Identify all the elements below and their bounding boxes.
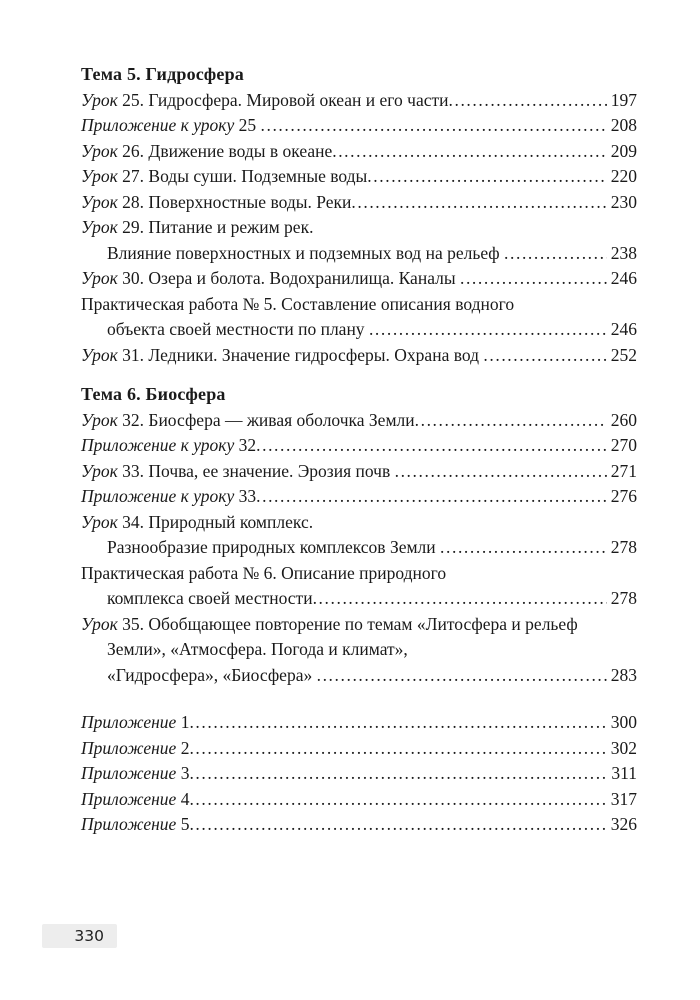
entry-page-number: 302	[610, 737, 637, 758]
dot-leader	[395, 459, 607, 485]
dot-leader	[189, 710, 607, 736]
toc-entry-line	[81, 113, 637, 139]
dot-leader	[369, 317, 607, 343]
dot-leader	[440, 535, 607, 561]
toc-entry-line	[81, 787, 637, 813]
entry-page-number: 197	[610, 89, 637, 110]
entry-text: Урок 29. Питание и режим рек.	[81, 217, 314, 237]
toc-entry	[81, 433, 637, 459]
dot-leader	[256, 433, 607, 459]
toc-entry-line	[81, 561, 637, 587]
toc-section	[81, 382, 637, 688]
entry-page-number: 208	[610, 115, 637, 135]
toc-entry	[81, 812, 637, 838]
page-number: 330	[74, 927, 104, 945]
entry-page-number: 238	[610, 242, 637, 263]
entry-text: Земли», «Атмосфера. Погода и климат»,	[107, 639, 408, 659]
dot-leader	[483, 343, 607, 369]
toc-entry-line	[81, 736, 637, 762]
toc-entry-line	[81, 459, 637, 485]
toc-entry	[81, 408, 637, 434]
toc-entry	[81, 215, 637, 266]
entry-text: Приложение 4	[81, 788, 190, 809]
entry-text: Урок 34. Природный комплекс.	[81, 511, 314, 532]
toc-entry	[81, 484, 637, 510]
dot-leader	[261, 113, 608, 139]
toc-entry	[81, 88, 637, 114]
entry-page-number: 278	[610, 537, 637, 557]
entry-page-number: 220	[610, 166, 637, 186]
toc-entry	[81, 459, 637, 485]
entry-text: Практическая работа № 5. Составление описания водного	[81, 293, 515, 314]
entry-text: Урок 30. Озера и болота. Водохранилища. Каналы	[81, 268, 460, 288]
dot-leader	[367, 164, 607, 190]
entry-text: Приложение 5	[81, 814, 190, 834]
entry-text: Урок 27. Воды суши. Подземные воды	[81, 166, 368, 186]
toc-entry-line	[81, 241, 637, 267]
entry-text: Разнообразие природных комплексов Земли	[107, 537, 441, 557]
dot-leader	[415, 408, 607, 434]
toc-entry	[81, 343, 637, 369]
dot-leader	[256, 484, 607, 510]
entry-text: комплекса своей местности	[107, 588, 313, 608]
dot-leader	[460, 266, 607, 292]
entry-page-number: 283	[610, 664, 637, 685]
entry-page-number: 230	[610, 191, 637, 212]
entry-text: «Гидросфера», «Биосфера»	[107, 664, 317, 685]
toc-entry-line	[81, 812, 637, 838]
entry-page-number: 260	[610, 409, 637, 430]
toc-section	[81, 710, 637, 838]
toc-entry-line	[81, 190, 637, 216]
entry-page-number: 278	[610, 588, 637, 608]
toc-entry	[81, 510, 637, 561]
entry-text: Влияние поверхностных и подземных вод на рельеф	[107, 242, 505, 263]
toc-entry-line	[81, 164, 637, 190]
toc-entry-line	[81, 266, 637, 292]
entry-page-number: 326	[610, 814, 637, 834]
entry-text: Практическая работа № 6. Описание природного	[81, 562, 447, 583]
entry-text: Приложение 1	[81, 712, 190, 732]
entry-page-number: 300	[610, 712, 637, 732]
toc-entry	[81, 266, 637, 292]
toc-entry-line	[81, 408, 637, 434]
toc-entry	[81, 164, 637, 190]
toc-entry-line	[81, 317, 637, 343]
entry-text: Урок 33. Почва, ее значение. Эрозия почв	[81, 460, 395, 481]
entry-page-number: 311	[611, 763, 637, 783]
toc-section	[81, 62, 637, 368]
entry-text: объекта своей местности по плану	[107, 319, 369, 339]
entry-page-number: 252	[610, 344, 637, 365]
toc-entry	[81, 561, 637, 612]
toc-entry-line	[81, 535, 637, 561]
toc-entry-line	[81, 637, 637, 663]
dot-leader	[332, 139, 607, 165]
entry-page-number: 317	[610, 788, 637, 809]
toc-entry-line	[81, 612, 637, 638]
dot-leader	[189, 787, 607, 813]
entry-text: Приложение к уроку 32	[81, 435, 257, 455]
toc-entry	[81, 190, 637, 216]
dot-leader	[189, 812, 607, 838]
toc-entry	[81, 612, 637, 689]
entry-text: Приложение к уроку 25	[81, 115, 261, 135]
dot-leader	[504, 241, 607, 267]
toc-entry	[81, 710, 637, 736]
entry-text: Урок 31. Ледники. Значение гидросферы. Охрана вод	[81, 344, 484, 365]
toc-entry	[81, 139, 637, 165]
toc-entry-line	[81, 510, 637, 536]
dot-leader	[317, 663, 607, 689]
toc-entry-line	[81, 586, 637, 612]
entry-text: Приложение к уроку 33	[81, 486, 257, 506]
entry-page-number: 270	[610, 435, 637, 455]
toc-entry	[81, 787, 637, 813]
dot-leader	[449, 88, 608, 114]
toc-entry-line	[81, 484, 637, 510]
entry-text: Урок 35. Обобщающее повторение по темам «Литосфера и рельеф	[81, 613, 578, 634]
entry-text: Приложение 3	[81, 763, 190, 783]
entry-text: Урок 32. Биосфера — живая оболочка Земли	[81, 409, 415, 430]
entry-page-number: 276	[610, 486, 637, 506]
page-number-badge	[42, 924, 117, 948]
entry-page-number: 246	[610, 268, 637, 288]
entry-text: Урок 28. Поверхностные воды. Реки	[81, 191, 352, 212]
toc-entry	[81, 292, 637, 343]
entry-page-number: 209	[610, 140, 637, 161]
toc-entry-line	[81, 292, 637, 318]
toc-entry-line	[81, 761, 637, 787]
toc-entry-line	[81, 433, 637, 459]
toc-entry-line	[81, 663, 637, 689]
toc-entry-line	[81, 343, 637, 369]
dot-leader	[189, 736, 607, 762]
entry-text: Урок 26. Движение воды в океане	[81, 140, 333, 161]
dot-leader	[313, 586, 607, 612]
toc-entry-line	[81, 710, 637, 736]
toc-entry-line	[81, 88, 637, 114]
toc-entry	[81, 736, 637, 762]
entry-page-number: 271	[610, 460, 637, 481]
toc-entry-line	[81, 215, 637, 241]
toc-entry	[81, 761, 637, 787]
entry-text: Приложение 2	[81, 737, 190, 758]
entry-page-number: 246	[610, 319, 637, 339]
section-heading: Тема 5. Гидросфера	[81, 64, 245, 84]
toc-entry-line	[81, 139, 637, 165]
dot-leader	[351, 190, 607, 216]
toc-entry	[81, 113, 637, 139]
entry-text: Урок 25. Гидросфера. Мировой океан и его части	[81, 89, 449, 110]
section-heading: Тема 6. Биосфера	[81, 384, 226, 404]
dot-leader	[189, 761, 607, 787]
toc-page	[81, 62, 637, 838]
